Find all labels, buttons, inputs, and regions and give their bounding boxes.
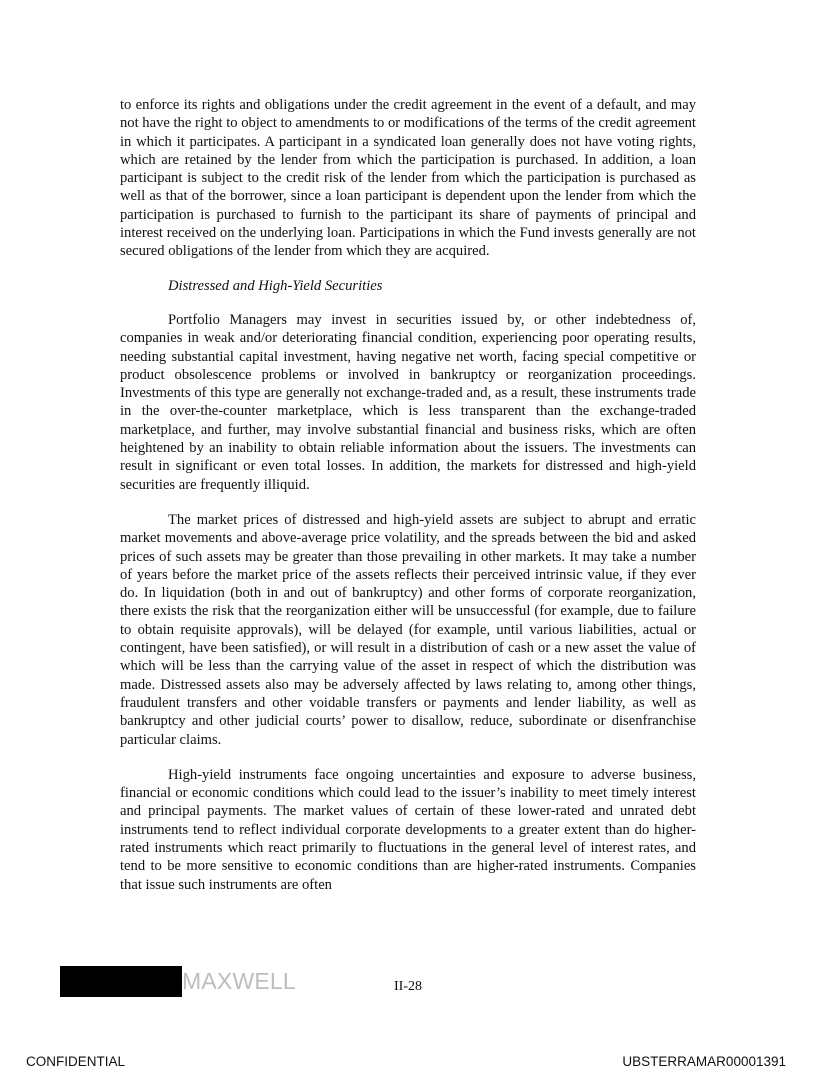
page-number: II-28 (394, 979, 422, 994)
paragraph-market-prices: The market prices of distressed and high-yield assets are subject to abrupt and erratic market movements and above-average price volatility, and the spreads between the bid and asked prices of such assets may be greater than those prevailing in other markets. It may take a number of years before the market price of the assets reflects their perceived intrinsic value, if they ever do. In liquidation (both in and out of bankruptcy) and other forms of corporate reorganization, there exists the risk that the reorganization either will be unsuccessful (for example, due to failure to obtain requisite approvals), will be delayed (for example, until various liabilities, actual or contingent, have been satisfied), or will result in a distribution of cash or a new asset the value of which will be less than the carrying value of the asset in respect of which the distribution was made. Distressed assets also may be adversely affected by laws relating to, among other things, fraudulent transfers and other voidable transfers or payments and lender liability, as well as bankruptcy and other judicial courts’ power to disallow, reduce, subordinate or disenfranchise particular claims. (120, 511, 696, 748)
paragraph-high-yield: High-yield instruments face ongoing uncertainties and exposure to adverse business, financial or economic conditions which could lead to the issuer’s inability to meet timely interest and principal payments. The market values of certain of these lower-rated and unrated debt instruments tend to reflect individual corporate developments to a greater extent than do higher-rated instruments which react primarily to fluctuations in the general level of interest rates, and tend to be more sensitive to economic conditions than are higher-rated instruments. Companies that issue such instruments are often (120, 766, 696, 893)
section-heading: Distressed and High-Yield Securities (168, 277, 383, 294)
bates-number: UBSTERRAMAR00001391 (622, 1054, 786, 1069)
body-text (120, 96, 696, 894)
confidential-label: CONFIDENTIAL (26, 1054, 126, 1069)
paragraph-distressed-intro: Portfolio Managers may invest in securities issued by, or other indebtedness of, companies in weak and/or deteriorating financial condition, experiencing poor operating results, needing substantial capital investment, having negative net worth, facing special competitive or product obsolescence problems or involved in bankruptcy or reorganization proceedings. Investments of this type are generally not exchange-traded and, as a result, these instruments trade in the over-the-counter marketplace, which is less transparent than the exchange-traded marketplace, and further, may involve substantial financial and business risks, which are often heightened by an inability to obtain reliable information about the issuers. The investments can result in significant or even total losses. In addition, the markets for distressed and high-yield securities are frequently illiquid. (120, 311, 696, 493)
paragraph-participations: to enforce its rights and obligations under the credit agreement in the event of a default, and may not have the right to object to amendments to or modifications of the terms of the credit agreement in which it participates. A participant in a syndicated loan generally does not have voting rights, which are retained by the lender from which the participation is purchased. In addition, a loan participant is subject to the credit risk of the lender from which the participation is purchased as well as that of the borrower, since a loan participant is dependent upon the lender from which the participation is purchased to furnish to the participant its share of payments of principal and interest received on the underlying loan. Participations in which the Fund invests generally are not secured obligations of the lender from which they are acquired. (120, 97, 696, 260)
maxwell-watermark: MAXWELL (182, 968, 296, 994)
